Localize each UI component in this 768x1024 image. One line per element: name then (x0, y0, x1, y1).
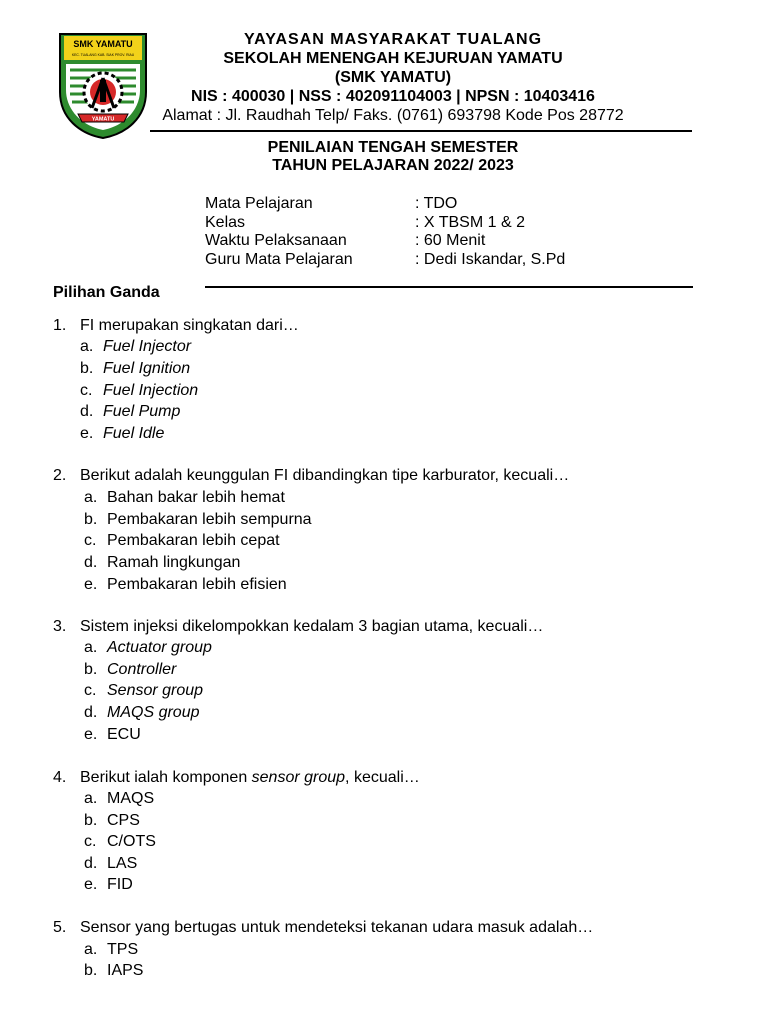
question-number: 5. (53, 919, 67, 936)
option-text: MAQS (107, 790, 155, 807)
option-letter: c. (84, 682, 97, 699)
option-letter: a. (84, 790, 98, 807)
foundation-name: YAYASAN MASYARAKAT TUALANG (243, 31, 543, 48)
option (80, 381, 198, 401)
logo-ribbon-text: YAMATU (91, 116, 115, 123)
school-abbreviation: (SMK YAMATU) (334, 69, 452, 86)
option-letter: b. (84, 511, 98, 528)
option-letter: e. (84, 576, 98, 593)
option (84, 638, 212, 658)
option-text: Bahan bakar lebih hemat (107, 489, 285, 506)
option-letter: a. (84, 941, 98, 958)
question-text: Berikut ialah komponen (80, 769, 252, 786)
info-label: Waktu Pelaksanaan (205, 232, 347, 249)
info-value: : 60 Menit (415, 232, 486, 249)
school-logo (56, 30, 150, 140)
option (84, 553, 240, 573)
option-text: Pembakaran lebih cepat (107, 532, 280, 549)
question-text: Sensor yang bertugas untuk mendeteksi tekanan udara masuk adalah… (80, 919, 594, 936)
question-1 (53, 316, 713, 336)
question-number: 3. (53, 618, 67, 635)
option-letter: b. (84, 962, 98, 979)
option (84, 531, 280, 551)
info-value: : Dedi Iskandar, S.Pd (415, 251, 566, 268)
option-text: Pembakaran lebih efisien (107, 576, 287, 593)
info-label: Kelas (205, 214, 246, 231)
option-text: Fuel Idle (103, 425, 165, 442)
info-value: : TDO (415, 195, 458, 212)
option (84, 510, 312, 530)
question-number: 4. (53, 769, 67, 786)
option-letter: e. (84, 876, 98, 893)
option-letter: d. (80, 403, 94, 420)
option-letter: a. (84, 489, 98, 506)
option-letter: a. (80, 338, 94, 355)
logo-text: SMK YAMATU (73, 39, 133, 49)
question-number: 2. (53, 467, 67, 484)
info-label: Mata Pelajaran (205, 195, 313, 212)
question-4 (53, 768, 713, 788)
option-text: ECU (107, 726, 141, 743)
school-identifiers: NIS : 400030 | NSS : 402091104003 | NPSN : 10403416 (191, 88, 595, 105)
option (84, 961, 143, 981)
option-letter: c. (80, 382, 93, 399)
option (84, 789, 154, 809)
option (80, 402, 180, 422)
option-text: Fuel Injection (103, 382, 199, 399)
option-letter: c. (84, 532, 97, 549)
option-letter: b. (84, 812, 98, 829)
option (80, 424, 164, 444)
option-text: CPS (107, 812, 140, 829)
section-title: Pilihan Ganda (53, 284, 160, 301)
option-text: Controller (107, 661, 177, 678)
option (80, 337, 191, 357)
option-text: Fuel Pump (103, 403, 181, 420)
option-text: Actuator group (107, 639, 212, 656)
option (84, 940, 138, 960)
question-text: Sistem injeksi dikelompokkan kedalam 3 bagian utama, kecuali… (80, 618, 544, 635)
option-text: FID (107, 876, 133, 893)
option-text: TPS (107, 941, 139, 958)
option (84, 488, 285, 508)
option (84, 854, 137, 874)
option (84, 660, 176, 680)
option-text: Ramah lingkungan (107, 554, 241, 571)
header-divider (150, 130, 692, 132)
option-text: C/OTS (107, 833, 156, 850)
school-name: SEKOLAH MENENGAH KEJURUAN YAMATU (223, 50, 563, 67)
exam-title: PENILAIAN TENGAH SEMESTER (267, 139, 519, 156)
option-text: Pembakaran lebih sempurna (107, 511, 312, 528)
option-letter: e. (84, 726, 98, 743)
info-label: Guru Mata Pelajaran (205, 251, 353, 268)
school-address: Alamat : Jl. Raudhah Telp/ Faks. (0761) 693798 Kode Pos 28772 (162, 107, 624, 124)
info-value: : X TBSM 1 & 2 (415, 214, 525, 231)
option-text: IAPS (107, 962, 144, 979)
option (84, 811, 140, 831)
option-letter: a. (84, 639, 98, 656)
option-text: MAQS group (107, 704, 200, 721)
option (84, 575, 287, 595)
exam-year: TAHUN PELAJARAN 2022/ 2023 (272, 157, 514, 174)
option (80, 359, 190, 379)
option (84, 832, 156, 852)
option-text: LAS (107, 855, 138, 872)
option-text: Fuel Ignition (103, 360, 191, 377)
option-letter: d. (84, 704, 98, 721)
question-number: 1. (53, 317, 67, 334)
option-letter: b. (84, 661, 98, 678)
question-text-emphasis: sensor group (251, 769, 346, 786)
option (84, 703, 199, 723)
question-2 (53, 466, 713, 486)
option (84, 681, 203, 701)
option-letter: c. (84, 833, 97, 850)
option-letter: e. (80, 425, 94, 442)
question-3 (53, 617, 713, 637)
option-letter: d. (84, 554, 98, 571)
info-divider (205, 286, 693, 288)
option-letter: d. (84, 855, 98, 872)
question-text: FI merupakan singkatan dari… (80, 317, 299, 334)
option-text: Sensor group (107, 682, 204, 699)
logo-subtext: KEC. TUALANG KAB. SIAK PROV. RIAU (71, 53, 135, 57)
option-letter: b. (80, 360, 94, 377)
question-5 (53, 918, 713, 938)
option (84, 725, 141, 745)
option-text: Fuel Injector (103, 338, 192, 355)
question-text-tail: , kecuali… (345, 769, 420, 786)
question-text: Berikut adalah keunggulan FI dibandingkan tipe karburator, kecuali… (80, 467, 570, 484)
option (84, 875, 133, 895)
